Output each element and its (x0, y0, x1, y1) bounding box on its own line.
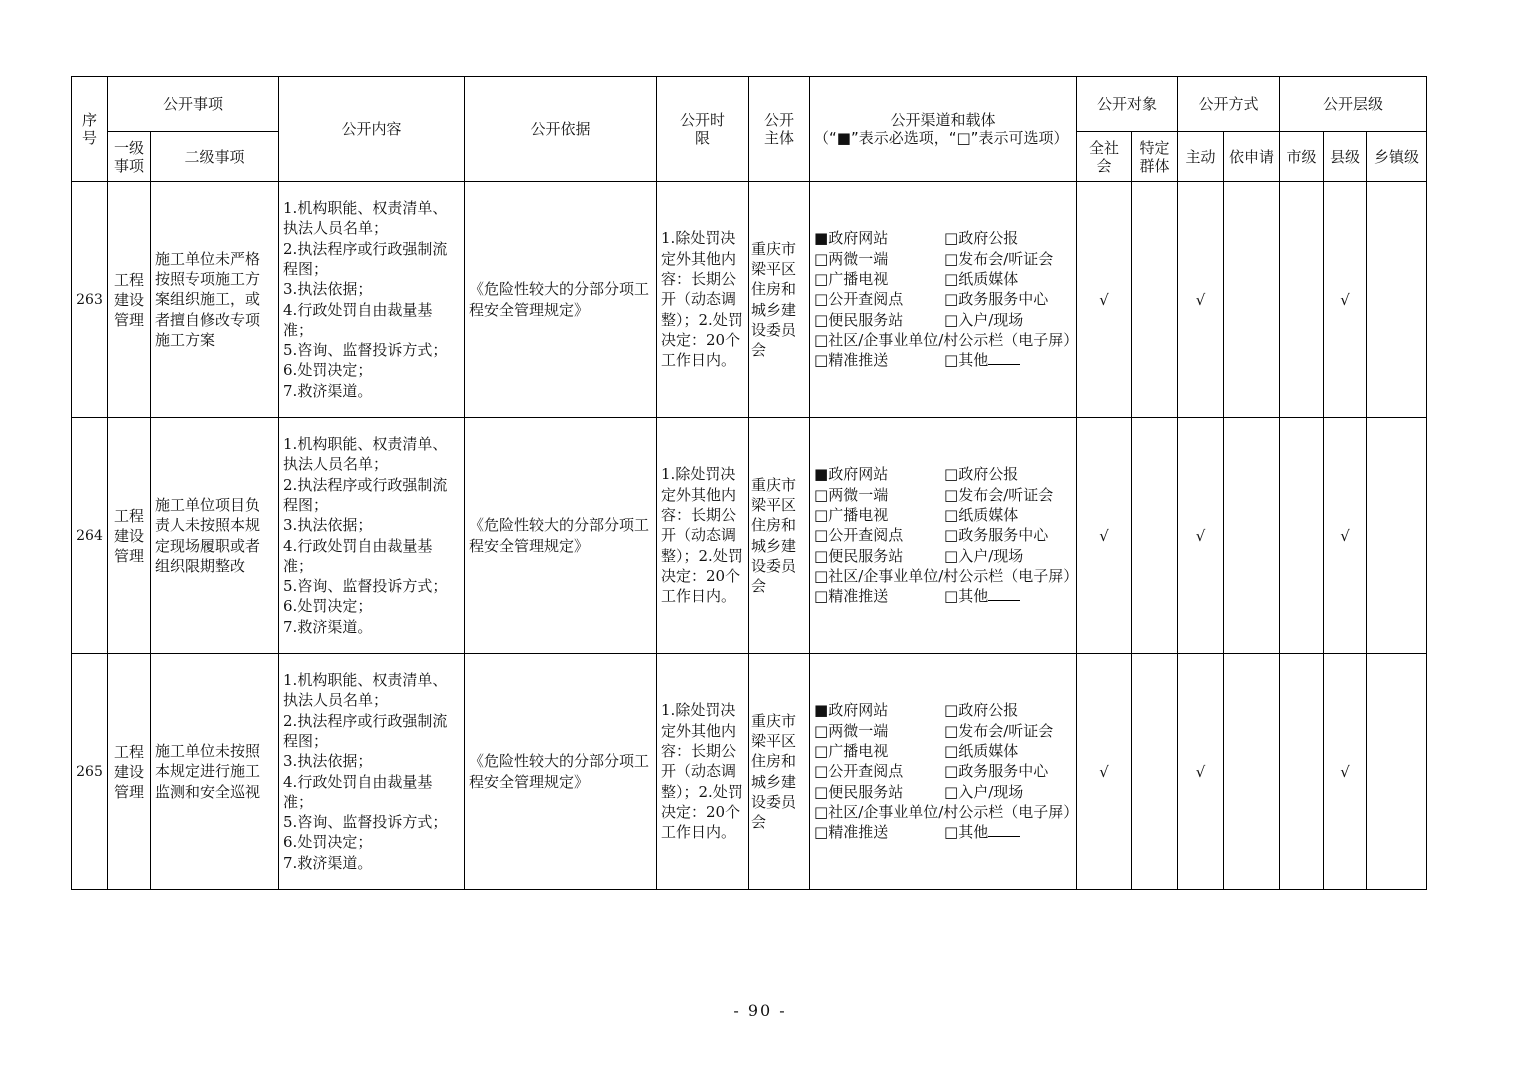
header-content: 公开内容 (279, 77, 465, 182)
row-level-city (1280, 654, 1324, 890)
blank-line (988, 586, 1020, 601)
channel-precise-push: □精准推送 (814, 587, 889, 606)
channel-reading-point: □公开查阅点 (814, 762, 904, 781)
content-line: 4.行政处罚自由裁量基准； (283, 772, 433, 811)
blank-line (988, 822, 1020, 837)
row-seq: 263 (72, 182, 108, 418)
header-level-county: 县级 (1324, 132, 1367, 182)
row-basis: 《危险性较大的分部分项工程安全管理规定》 (465, 418, 657, 654)
row-target-all: √ (1077, 182, 1132, 418)
row-method-request (1224, 654, 1280, 890)
row-channels (810, 418, 1077, 654)
row-channels (810, 182, 1077, 418)
row-method-active: √ (1178, 418, 1224, 654)
row-level-county: √ (1324, 182, 1367, 418)
channel-other (944, 586, 1072, 606)
header-method-active: 主动 (1178, 132, 1224, 182)
content-line: 1.机构职能、权责清单、执法人员名单； (283, 199, 448, 238)
header-level2: 二级事项 (151, 132, 279, 182)
header-basis: 公开依据 (465, 77, 657, 182)
channel-gov-gazette: □政府公报 (944, 701, 1019, 720)
blank-line (988, 350, 1020, 365)
row-level2: 施工单位未按照本规定进行施工监测和安全巡视 (151, 654, 279, 890)
channel-precise-push: □精准推送 (814, 823, 889, 842)
content-line: 2.执法程序或行政强制流程图； (283, 239, 448, 278)
content-line: 3.执法依据； (283, 280, 373, 299)
row-basis: 《危险性较大的分部分项工程安全管理规定》 (465, 654, 657, 890)
channel-gov-website: ■政府网站 (814, 229, 889, 248)
channel-onsite: □入户/现场 (944, 310, 1024, 329)
channel-print-media: □纸质媒体 (944, 506, 1019, 525)
channel-gov-website: ■政府网站 (814, 701, 889, 720)
row-seq: 264 (72, 418, 108, 654)
content-line: 6.处罚决定； (283, 597, 373, 616)
header-target-specific: 特定群体 (1132, 132, 1178, 182)
row-level-county: √ (1324, 418, 1367, 654)
channel-press-hearing: □发布会/听证会 (944, 485, 1054, 504)
channel-gov-gazette: □政府公报 (944, 229, 1019, 248)
content-line: 2.执法程序或行政强制流程图； (283, 475, 448, 514)
content-line: 5.咨询、监督投诉方式； (283, 577, 448, 596)
channel-service-station: □便民服务站 (814, 782, 904, 801)
channel-bulletin-board: □社区/企事业单位/村公示栏（电子屏） (814, 802, 1079, 821)
header-channel-title: 公开渠道和载体 (890, 111, 996, 129)
channel-weibo-wechat-app: □两微一端 (814, 485, 889, 504)
table-row (72, 182, 1427, 418)
row-level-town (1367, 418, 1427, 654)
channel-onsite: □入户/现场 (944, 782, 1024, 801)
row-subject: 重庆市梁平区住房和城乡建设委员会 (749, 182, 810, 418)
header-level-town: 乡镇级 (1367, 132, 1427, 182)
channel-service-station: □便民服务站 (814, 546, 904, 565)
row-target-specific (1132, 418, 1178, 654)
channel-weibo-wechat-app: □两微一端 (814, 249, 889, 268)
row-content (279, 418, 465, 654)
row-level1: 工程建设管理 (108, 182, 151, 418)
content-line: 7.救济渠道。 (283, 381, 373, 400)
row-method-request (1224, 418, 1280, 654)
row-subject: 重庆市梁平区住房和城乡建设委员会 (749, 654, 810, 890)
content-line: 7.救济渠道。 (283, 617, 373, 636)
header-level1: 一级事项 (108, 132, 151, 182)
channel-other-label: □其他 (944, 587, 989, 606)
header-method-request: 依申请 (1224, 132, 1280, 182)
header-method: 公开方式 (1178, 77, 1280, 132)
row-time-limit: 1.除处罚决定外其他内容：长期公开（动态调整）；2.处罚决定：20个工作日内。 (657, 654, 749, 890)
channel-bulletin-board: □社区/企事业单位/村公示栏（电子屏） (814, 566, 1079, 585)
disclosure-table (71, 76, 1427, 890)
content-line: 7.救济渠道。 (283, 853, 373, 872)
content-line: 1.机构职能、权责清单、执法人员名单； (283, 435, 448, 474)
row-level2: 施工单位未严格按照专项施工方案组织施工，或者擅自修改专项施工方案 (151, 182, 279, 418)
channel-precise-push: □精准推送 (814, 351, 889, 370)
content-line: 6.处罚决定； (283, 361, 373, 380)
table-row (72, 654, 1427, 890)
row-target-specific (1132, 654, 1178, 890)
channel-service-center: □政务服务中心 (944, 290, 1049, 309)
row-target-specific (1132, 182, 1178, 418)
channel-weibo-wechat-app: □两微一端 (814, 721, 889, 740)
channel-broadcast-tv: □广播电视 (814, 270, 889, 289)
content-line: 2.执法程序或行政强制流程图； (283, 711, 448, 750)
header-level: 公开层级 (1280, 77, 1427, 132)
content-line: 1.机构职能、权责清单、执法人员名单； (283, 671, 448, 710)
header-level-city: 市级 (1280, 132, 1324, 182)
table-row (72, 418, 1427, 654)
content-line: 3.执法依据； (283, 752, 373, 771)
content-line: 4.行政处罚自由裁量基准； (283, 536, 433, 575)
channel-reading-point: □公开查阅点 (814, 290, 904, 309)
channel-onsite: □入户/现场 (944, 546, 1024, 565)
channel-broadcast-tv: □广播电视 (814, 506, 889, 525)
row-method-active: √ (1178, 182, 1224, 418)
row-content (279, 182, 465, 418)
channel-service-station: □便民服务站 (814, 310, 904, 329)
channel-reading-point: □公开查阅点 (814, 526, 904, 545)
channel-service-center: □政务服务中心 (944, 762, 1049, 781)
row-channels (810, 654, 1077, 890)
channel-gov-website: ■政府网站 (814, 465, 889, 484)
row-target-all: √ (1077, 654, 1132, 890)
header-target: 公开对象 (1077, 77, 1178, 132)
row-time-limit: 1.除处罚决定外其他内容：长期公开（动态调整）；2.处罚决定：20个工作日内。 (657, 418, 749, 654)
row-seq: 265 (72, 654, 108, 890)
channel-other (944, 350, 1072, 370)
row-time-limit: 1.除处罚决定外其他内容：长期公开（动态调整）；2.处罚决定：20个工作日内。 (657, 182, 749, 418)
row-level1: 工程建设管理 (108, 654, 151, 890)
header-time-limit: 公开时限 (657, 77, 749, 182)
channel-print-media: □纸质媒体 (944, 270, 1019, 289)
channel-press-hearing: □发布会/听证会 (944, 721, 1054, 740)
page-number: - 90 - (733, 1001, 787, 1020)
content-line: 5.咨询、监督投诉方式； (283, 813, 448, 832)
row-level-town (1367, 182, 1427, 418)
row-level-county: √ (1324, 654, 1367, 890)
row-content (279, 654, 465, 890)
row-level-town (1367, 654, 1427, 890)
content-line: 3.执法依据； (283, 516, 373, 535)
header-public-item: 公开事项 (108, 77, 279, 132)
channel-gov-gazette: □政府公报 (944, 465, 1019, 484)
channel-press-hearing: □发布会/听证会 (944, 249, 1054, 268)
row-level-city (1280, 418, 1324, 654)
row-level2: 施工单位项目负责人未按照本规定现场履职或者组织限期整改 (151, 418, 279, 654)
channel-print-media: □纸质媒体 (944, 742, 1019, 761)
row-level1: 工程建设管理 (108, 418, 151, 654)
header-channel (810, 77, 1077, 182)
channel-other-label: □其他 (944, 823, 989, 842)
header-target-all: 全社会 (1077, 132, 1132, 182)
channel-service-center: □政务服务中心 (944, 526, 1049, 545)
content-line: 6.处罚决定； (283, 833, 373, 852)
content-line: 5.咨询、监督投诉方式； (283, 341, 448, 360)
row-basis: 《危险性较大的分部分项工程安全管理规定》 (465, 182, 657, 418)
channel-bulletin-board: □社区/企事业单位/村公示栏（电子屏） (814, 330, 1079, 349)
content-line: 4.行政处罚自由裁量基准； (283, 300, 433, 339)
row-subject: 重庆市梁平区住房和城乡建设委员会 (749, 418, 810, 654)
row-level-city (1280, 182, 1324, 418)
channel-broadcast-tv: □广播电视 (814, 742, 889, 761)
channel-other-label: □其他 (944, 351, 989, 370)
row-method-active: √ (1178, 654, 1224, 890)
header-channel-note: （“■”表示必选项，“□”表示可选项） (814, 129, 1069, 147)
row-target-all: √ (1077, 418, 1132, 654)
channel-other (944, 822, 1072, 842)
header-seq: 序号 (72, 77, 108, 182)
header-subject: 公开主体 (749, 77, 810, 182)
row-method-request (1224, 182, 1280, 418)
